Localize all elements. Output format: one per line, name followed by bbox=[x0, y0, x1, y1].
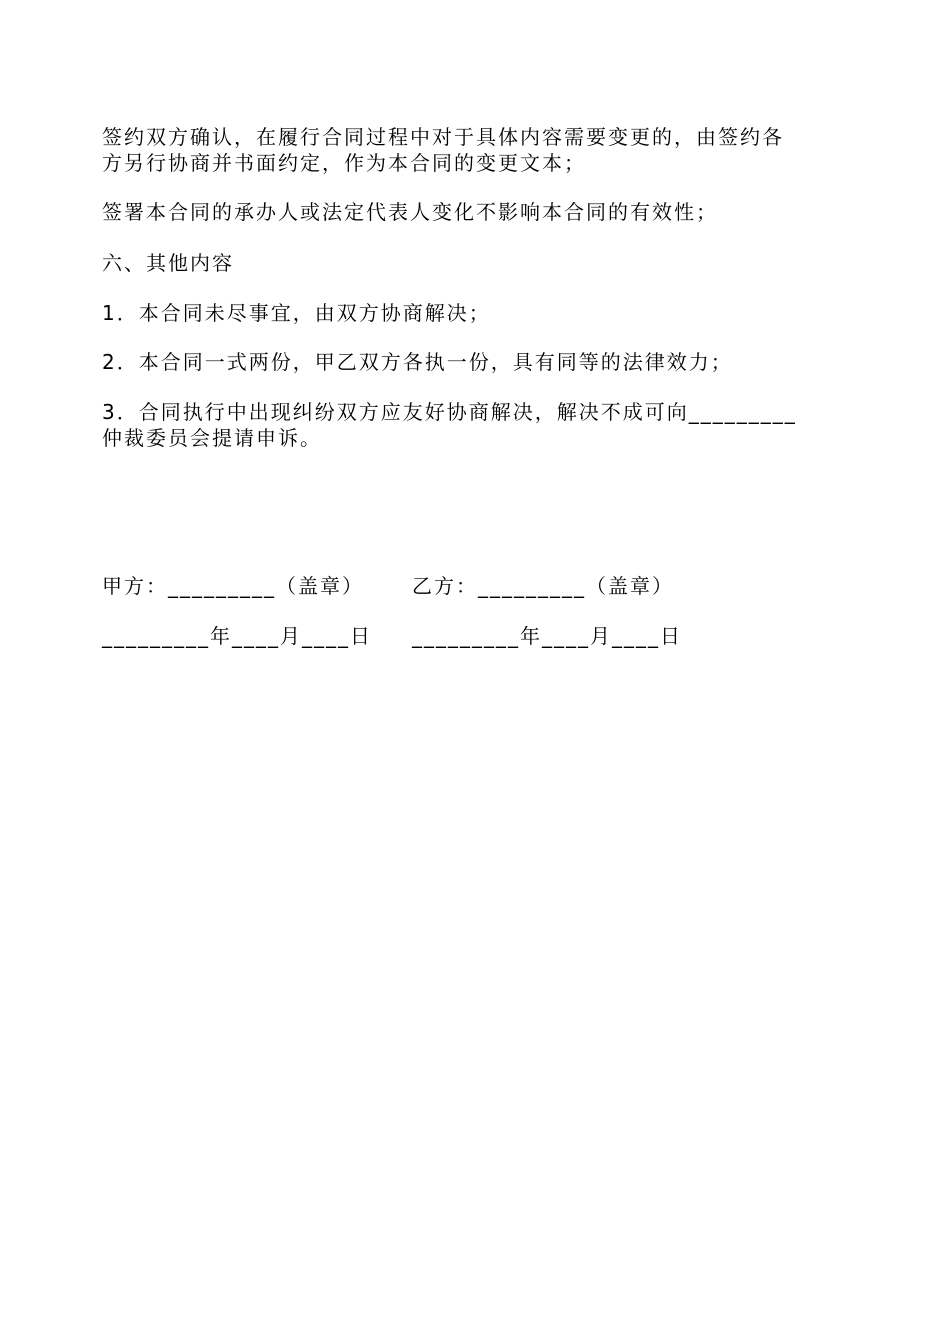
clause-2 bbox=[102, 349, 852, 375]
party-b-seal: 乙方：_________（盖章） bbox=[412, 574, 674, 598]
paragraph-line: 签约双方确认，在履行合同过程中对于具体内容需要变更的，由签约各 bbox=[102, 125, 784, 149]
clause-line: 1．本合同未尽事宜，由双方协商解决； bbox=[102, 301, 491, 325]
section-heading-other bbox=[102, 250, 852, 276]
party-a-seal: 甲方：_________（盖章） bbox=[102, 574, 364, 598]
party-b-date: _________年____月____日 bbox=[412, 624, 682, 648]
clause-3 bbox=[102, 399, 852, 451]
clause-line: 3．合同执行中出现纠纷双方应友好协商解决，解决不成可向_________ bbox=[102, 400, 797, 424]
party-a-date: _________年____月____日 bbox=[102, 624, 372, 648]
clause-line: 仲裁委员会提请申诉。 bbox=[102, 426, 322, 450]
paragraph-signatory-change bbox=[102, 199, 852, 225]
clause-1 bbox=[102, 300, 852, 326]
paragraph-line: 方另行协商并书面约定，作为本合同的变更文本； bbox=[102, 151, 586, 175]
section-heading: 六、其他内容 bbox=[102, 251, 234, 275]
paragraph-line: 签署本合同的承办人或法定代表人变化不影响本合同的有效性； bbox=[102, 200, 718, 224]
paragraph-change-confirmation bbox=[102, 124, 852, 176]
clause-line: 2．本合同一式两份，甲乙双方各执一份，具有同等的法律效力； bbox=[102, 350, 733, 374]
